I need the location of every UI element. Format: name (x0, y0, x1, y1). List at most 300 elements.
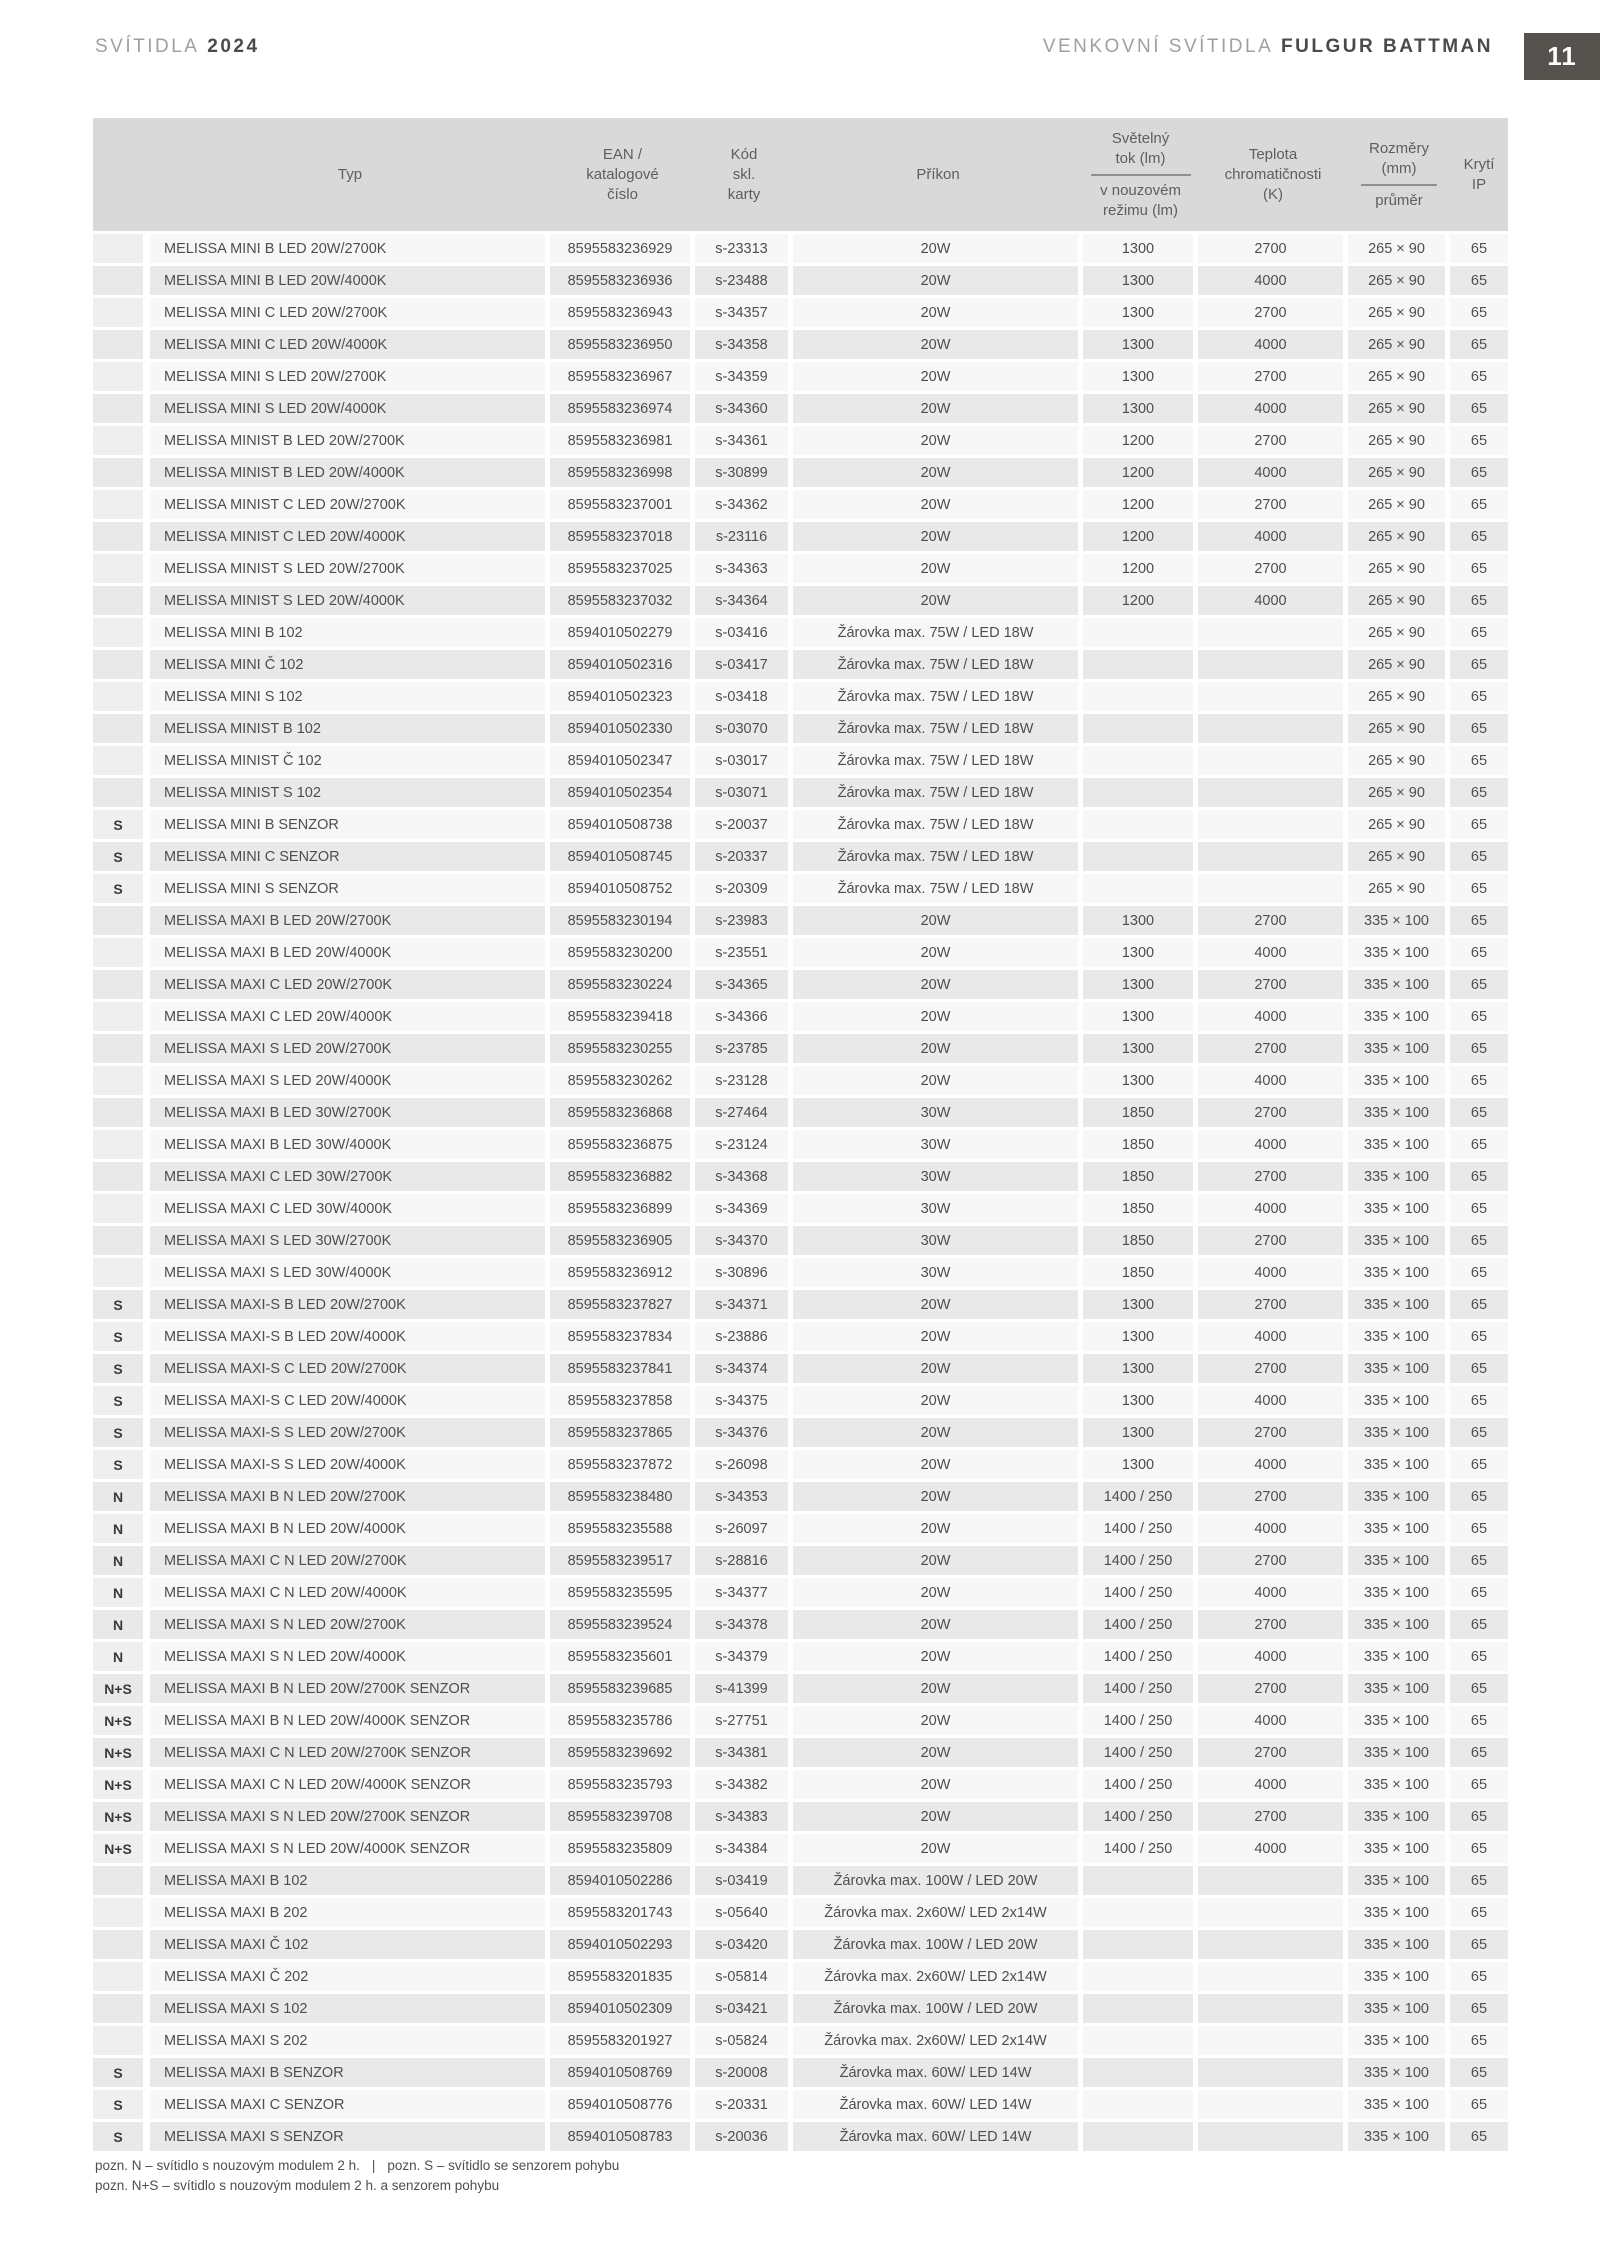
cell-typ: MELISSA MAXI B N LED 20W/2700K (150, 1479, 550, 1511)
cell-kryti: 65 (1450, 1351, 1508, 1383)
cell-kod: s-23886 (695, 1319, 793, 1351)
cell-tok: 1400 / 250 (1083, 1767, 1198, 1799)
cell-typ: MELISSA MAXI S LED 30W/2700K (150, 1223, 550, 1255)
cell-tok: 1400 / 250 (1083, 1607, 1198, 1639)
cell-rozmery: 265 × 90 (1348, 871, 1450, 903)
cell-tok: 1400 / 250 (1083, 1575, 1198, 1607)
cell-ean: 8594010502286 (550, 1863, 695, 1895)
cell-typ: MELISSA MAXI-S C LED 20W/4000K (150, 1383, 550, 1415)
cell-flag (93, 1223, 143, 1255)
cell-spacer (143, 1223, 150, 1255)
table-row (93, 1863, 1508, 1895)
cell-teplota: 4000 (1198, 1127, 1348, 1159)
section-title (1043, 36, 1493, 58)
table-row (93, 327, 1508, 359)
table-row (93, 1511, 1508, 1543)
cell-rozmery: 335 × 100 (1348, 1607, 1450, 1639)
cell-kod: s-34371 (695, 1287, 793, 1319)
cell-spacer (143, 1511, 150, 1543)
cell-prikon: 20W (793, 295, 1083, 327)
cell-kryti: 65 (1450, 295, 1508, 327)
cell-flag (93, 455, 143, 487)
cell-ean: 8595583236950 (550, 327, 695, 359)
cell-prikon: 20W (793, 967, 1083, 999)
cell-flag: S (93, 1415, 143, 1447)
cell-ean: 8594010502316 (550, 647, 695, 679)
cell-flag: S (93, 1351, 143, 1383)
cell-typ: MELISSA MAXI S N LED 20W/4000K SENZOR (150, 1831, 550, 1863)
cell-kryti: 65 (1450, 1447, 1508, 1479)
cell-spacer (143, 935, 150, 967)
cell-kod: s-23313 (695, 231, 793, 263)
cell-typ: MELISSA MAXI S N LED 20W/2700K SENZOR (150, 1799, 550, 1831)
cell-kryti: 65 (1450, 743, 1508, 775)
cell-typ: MELISSA MAXI C LED 20W/4000K (150, 999, 550, 1031)
cell-tok (1083, 807, 1198, 839)
table-row (93, 1671, 1508, 1703)
cell-ean: 8595583236899 (550, 1191, 695, 1223)
table-header (93, 118, 1508, 231)
cell-kod: s-26098 (695, 1447, 793, 1479)
cell-flag: S (93, 1319, 143, 1351)
cell-kryti: 65 (1450, 1799, 1508, 1831)
cell-typ: MELISSA MINIST Č 102 (150, 743, 550, 775)
cell-typ: MELISSA MINIST C LED 20W/4000K (150, 519, 550, 551)
cell-flag (93, 1159, 143, 1191)
cell-kod: s-34374 (695, 1351, 793, 1383)
cell-spacer (143, 1063, 150, 1095)
cell-teplota: 4000 (1198, 1831, 1348, 1863)
cell-ean: 8595583230224 (550, 967, 695, 999)
cell-ean: 8595583235601 (550, 1639, 695, 1671)
cell-tok: 1200 (1083, 487, 1198, 519)
cell-kryti: 65 (1450, 775, 1508, 807)
cell-rozmery: 335 × 100 (1348, 1031, 1450, 1063)
cell-prikon: 20W (793, 423, 1083, 455)
cell-ean: 8595583239524 (550, 1607, 695, 1639)
cell-spacer (143, 1831, 150, 1863)
table-row (93, 551, 1508, 583)
cell-kryti: 65 (1450, 1415, 1508, 1447)
cell-kod: s-27751 (695, 1703, 793, 1735)
cell-typ: MELISSA MAXI C LED 30W/2700K (150, 1159, 550, 1191)
page-number-badge (1524, 33, 1600, 80)
cell-spacer (143, 999, 150, 1031)
cell-prikon: Žárovka max. 100W / LED 20W (793, 1927, 1083, 1959)
cell-tok: 1300 (1083, 1383, 1198, 1415)
cell-prikon: 20W (793, 935, 1083, 967)
cell-ean: 8594010502309 (550, 1991, 695, 2023)
cell-typ: MELISSA MAXI C LED 20W/2700K (150, 967, 550, 999)
cell-teplota: 4000 (1198, 1639, 1348, 1671)
cell-kod: s-05814 (695, 1959, 793, 1991)
cell-typ: MELISSA MINI C LED 20W/4000K (150, 327, 550, 359)
table-row (93, 1543, 1508, 1575)
cell-kod: s-03420 (695, 1927, 793, 1959)
cell-kod: s-34365 (695, 967, 793, 999)
cell-prikon: Žárovka max. 75W / LED 18W (793, 807, 1083, 839)
table-row (93, 1959, 1508, 1991)
cell-typ: MELISSA MAXI S SENZOR (150, 2119, 550, 2151)
cell-kod: s-28816 (695, 1543, 793, 1575)
cell-tok (1083, 647, 1198, 679)
cell-flag (93, 327, 143, 359)
cell-rozmery: 335 × 100 (1348, 1543, 1450, 1575)
cell-kryti: 65 (1450, 1287, 1508, 1319)
cell-typ: MELISSA MAXI B 102 (150, 1863, 550, 1895)
cell-ean: 8595583236943 (550, 295, 695, 327)
cell-spacer (143, 1447, 150, 1479)
cell-kod: s-30896 (695, 1255, 793, 1287)
cell-kryti: 65 (1450, 359, 1508, 391)
cell-teplota: 2700 (1198, 1479, 1348, 1511)
cell-ean: 8595583235809 (550, 1831, 695, 1863)
cell-teplota: 2700 (1198, 231, 1348, 263)
cell-kryti: 65 (1450, 1863, 1508, 1895)
cell-ean: 8595583237841 (550, 1351, 695, 1383)
cell-kryti: 65 (1450, 967, 1508, 999)
cell-spacer (143, 1127, 150, 1159)
cell-kryti: 65 (1450, 1543, 1508, 1575)
cell-rozmery: 265 × 90 (1348, 743, 1450, 775)
cell-teplota: 4000 (1198, 391, 1348, 423)
cell-rozmery: 335 × 100 (1348, 1479, 1450, 1511)
cell-spacer (143, 455, 150, 487)
cell-kryti: 65 (1450, 2055, 1508, 2087)
cell-spacer (143, 903, 150, 935)
cell-kod: s-20337 (695, 839, 793, 871)
cell-ean: 8595583236974 (550, 391, 695, 423)
cell-kod: s-23124 (695, 1127, 793, 1159)
cell-spacer (143, 231, 150, 263)
cell-ean: 8595583237032 (550, 583, 695, 615)
cell-typ: MELISSA MAXI S N LED 20W/4000K (150, 1639, 550, 1671)
cell-teplota (1198, 1863, 1348, 1895)
cell-kryti: 65 (1450, 391, 1508, 423)
cell-flag (93, 967, 143, 999)
cell-kryti: 65 (1450, 1927, 1508, 1959)
cell-kod: s-03416 (695, 615, 793, 647)
cell-flag (93, 679, 143, 711)
cell-rozmery: 265 × 90 (1348, 807, 1450, 839)
cell-teplota (1198, 839, 1348, 871)
cell-ean: 8595583237858 (550, 1383, 695, 1415)
cell-kod: s-23128 (695, 1063, 793, 1095)
table-row (93, 487, 1508, 519)
cell-flag: N (93, 1479, 143, 1511)
cell-flag (93, 647, 143, 679)
cell-prikon: Žárovka max. 2x60W/ LED 2x14W (793, 1959, 1083, 1991)
page-number: 11 (1547, 41, 1577, 71)
cell-teplota: 2700 (1198, 1287, 1348, 1319)
cell-kod: s-34361 (695, 423, 793, 455)
cell-rozmery: 265 × 90 (1348, 583, 1450, 615)
cell-teplota: 4000 (1198, 1063, 1348, 1095)
cell-teplota: 2700 (1198, 1415, 1348, 1447)
cell-tok (1083, 743, 1198, 775)
cell-rozmery: 335 × 100 (1348, 1159, 1450, 1191)
cell-kod: s-20037 (695, 807, 793, 839)
cell-prikon: 20W (793, 1351, 1083, 1383)
cell-prikon: 20W (793, 1607, 1083, 1639)
cell-rozmery: 335 × 100 (1348, 2055, 1450, 2087)
cell-prikon: 20W (793, 1287, 1083, 1319)
cell-flag: S (93, 871, 143, 903)
cell-prikon: 20W (793, 487, 1083, 519)
cell-rozmery: 335 × 100 (1348, 1831, 1450, 1863)
cell-kryti: 65 (1450, 583, 1508, 615)
table-row (93, 903, 1508, 935)
table-row (93, 1127, 1508, 1159)
cell-kod: s-03421 (695, 1991, 793, 2023)
cell-rozmery: 335 × 100 (1348, 1863, 1450, 1895)
table-row (93, 583, 1508, 615)
table-row (93, 231, 1508, 263)
table-row (93, 1319, 1508, 1351)
cell-kryti: 65 (1450, 1703, 1508, 1735)
cell-tok: 1300 (1083, 263, 1198, 295)
cell-ean: 8594010508776 (550, 2087, 695, 2119)
cell-ean: 8594010502347 (550, 743, 695, 775)
cell-teplota: 4000 (1198, 455, 1348, 487)
table-row (93, 1383, 1508, 1415)
cell-teplota: 2700 (1198, 1671, 1348, 1703)
cell-typ: MELISSA MAXI C N LED 20W/4000K (150, 1575, 550, 1607)
cell-flag (93, 423, 143, 455)
cell-prikon: 20W (793, 583, 1083, 615)
table-row (93, 2055, 1508, 2087)
cell-kod: s-34383 (695, 1799, 793, 1831)
cell-flag (93, 775, 143, 807)
cell-kod: s-23551 (695, 935, 793, 967)
cell-kod: s-30899 (695, 455, 793, 487)
cell-tok: 1300 (1083, 903, 1198, 935)
cell-rozmery: 335 × 100 (1348, 1191, 1450, 1223)
table-row (93, 1031, 1508, 1063)
cell-rozmery: 335 × 100 (1348, 1671, 1450, 1703)
cell-rozmery: 265 × 90 (1348, 839, 1450, 871)
cell-rozmery: 335 × 100 (1348, 2119, 1450, 2151)
cell-rozmery: 265 × 90 (1348, 423, 1450, 455)
cell-typ: MELISSA MINI C SENZOR (150, 839, 550, 871)
cell-flag (93, 903, 143, 935)
cell-teplota: 4000 (1198, 327, 1348, 359)
cell-kryti: 65 (1450, 1383, 1508, 1415)
cell-kod: s-27464 (695, 1095, 793, 1127)
cell-rozmery: 335 × 100 (1348, 1575, 1450, 1607)
cell-flag: S (93, 1287, 143, 1319)
cell-prikon: Žárovka max. 100W / LED 20W (793, 1863, 1083, 1895)
table-row (93, 999, 1508, 1031)
cell-typ: MELISSA MINI B SENZOR (150, 807, 550, 839)
cell-flag: N+S (93, 1831, 143, 1863)
cell-tok: 1300 (1083, 935, 1198, 967)
cell-spacer (143, 1095, 150, 1127)
cell-prikon: 20W (793, 1319, 1083, 1351)
cell-tok: 1300 (1083, 1287, 1198, 1319)
cell-typ: MELISSA MINIST S LED 20W/2700K (150, 551, 550, 583)
cell-flag: N (93, 1511, 143, 1543)
cell-flag: S (93, 2055, 143, 2087)
cell-flag (93, 999, 143, 1031)
cell-typ: MELISSA MAXI B SENZOR (150, 2055, 550, 2087)
table-row (93, 1799, 1508, 1831)
cell-tok (1083, 615, 1198, 647)
cell-rozmery: 335 × 100 (1348, 1767, 1450, 1799)
cell-tok: 1300 (1083, 231, 1198, 263)
cell-teplota: 2700 (1198, 1735, 1348, 1767)
cell-teplota (1198, 711, 1348, 743)
cell-prikon: Žárovka max. 75W / LED 18W (793, 871, 1083, 903)
cell-kryti: 65 (1450, 871, 1508, 903)
cell-teplota (1198, 2087, 1348, 2119)
cell-rozmery: 265 × 90 (1348, 231, 1450, 263)
cell-typ: MELISSA MINI S 102 (150, 679, 550, 711)
table-row (93, 615, 1508, 647)
catalog-title (95, 36, 260, 58)
cell-ean: 8595583238480 (550, 1479, 695, 1511)
cell-spacer (143, 1991, 150, 2023)
cell-tok (1083, 2087, 1198, 2119)
table-row (93, 839, 1508, 871)
cell-spacer (143, 679, 150, 711)
cell-rozmery: 335 × 100 (1348, 2023, 1450, 2055)
cell-spacer (143, 1799, 150, 1831)
cell-prikon: 20W (793, 1575, 1083, 1607)
cell-typ: MELISSA MINI Č 102 (150, 647, 550, 679)
cell-prikon: Žárovka max. 75W / LED 18W (793, 647, 1083, 679)
cell-rozmery: 335 × 100 (1348, 1223, 1450, 1255)
cell-rozmery: 335 × 100 (1348, 1255, 1450, 1287)
cell-ean: 8594010508745 (550, 839, 695, 871)
cell-kryti: 65 (1450, 1831, 1508, 1863)
cell-tok (1083, 871, 1198, 903)
cell-kryti: 65 (1450, 1255, 1508, 1287)
cell-rozmery: 335 × 100 (1348, 1735, 1450, 1767)
cell-tok: 1200 (1083, 519, 1198, 551)
cell-tok (1083, 1991, 1198, 2023)
cell-rozmery: 265 × 90 (1348, 551, 1450, 583)
cell-flag: S (93, 2087, 143, 2119)
cell-rozmery: 335 × 100 (1348, 1095, 1450, 1127)
table-row (93, 1607, 1508, 1639)
cell-spacer (143, 359, 150, 391)
cell-flag (93, 1127, 143, 1159)
cell-prikon: 20W (793, 1383, 1083, 1415)
cell-prikon: Žárovka max. 75W / LED 18W (793, 775, 1083, 807)
cell-kryti: 65 (1450, 1095, 1508, 1127)
cell-ean: 8594010508769 (550, 2055, 695, 2087)
cell-kod: s-34377 (695, 1575, 793, 1607)
cell-kryti: 65 (1450, 679, 1508, 711)
cell-tok: 1300 (1083, 1319, 1198, 1351)
cell-kryti: 65 (1450, 519, 1508, 551)
table-row (93, 1255, 1508, 1287)
cell-typ: MELISSA MAXI Č 102 (150, 1927, 550, 1959)
cell-typ: MELISSA MINI B LED 20W/4000K (150, 263, 550, 295)
cell-teplota: 4000 (1198, 1319, 1348, 1351)
table-row (93, 871, 1508, 903)
cell-kryti: 65 (1450, 1767, 1508, 1799)
cell-flag (93, 2023, 143, 2055)
cell-prikon: 30W (793, 1159, 1083, 1191)
cell-prikon: 20W (793, 231, 1083, 263)
cell-flag (93, 1991, 143, 2023)
cell-tok (1083, 2023, 1198, 2055)
cell-flag (93, 743, 143, 775)
cell-rozmery: 265 × 90 (1348, 615, 1450, 647)
cell-ean: 8595583235793 (550, 1767, 695, 1799)
table-row (93, 967, 1508, 999)
cell-rozmery: 265 × 90 (1348, 679, 1450, 711)
cell-flag: N (93, 1575, 143, 1607)
cell-tok (1083, 1895, 1198, 1927)
cell-flag (93, 1095, 143, 1127)
cell-kod: s-34360 (695, 391, 793, 423)
cell-rozmery: 265 × 90 (1348, 391, 1450, 423)
cell-spacer (143, 1319, 150, 1351)
cell-rozmery: 335 × 100 (1348, 1895, 1450, 1927)
cell-typ: MELISSA MINI S LED 20W/4000K (150, 391, 550, 423)
cell-ean: 8595583236929 (550, 231, 695, 263)
cell-ean: 8595583236981 (550, 423, 695, 455)
cell-tok (1083, 679, 1198, 711)
table-row (93, 647, 1508, 679)
cell-tok: 1300 (1083, 1031, 1198, 1063)
cell-kod: s-34364 (695, 583, 793, 615)
cell-prikon: 20W (793, 999, 1083, 1031)
cell-rozmery: 335 × 100 (1348, 1383, 1450, 1415)
cell-ean: 8594010508752 (550, 871, 695, 903)
cell-tok: 1300 (1083, 999, 1198, 1031)
cell-flag: S (93, 807, 143, 839)
cell-typ: MELISSA MAXI B N LED 20W/2700K SENZOR (150, 1671, 550, 1703)
cell-rozmery: 265 × 90 (1348, 775, 1450, 807)
cell-spacer (143, 743, 150, 775)
cell-typ: MELISSA MAXI-S S LED 20W/2700K (150, 1415, 550, 1447)
cell-kryti: 65 (1450, 1607, 1508, 1639)
table-row (93, 2087, 1508, 2119)
cell-ean: 8595583237872 (550, 1447, 695, 1479)
cell-kryti: 65 (1450, 231, 1508, 263)
cell-rozmery: 335 × 100 (1348, 2087, 1450, 2119)
cell-ean: 8595583239708 (550, 1799, 695, 1831)
cell-rozmery: 265 × 90 (1348, 263, 1450, 295)
cell-teplota (1198, 775, 1348, 807)
cell-rozmery: 335 × 100 (1348, 1063, 1450, 1095)
cell-prikon: 30W (793, 1191, 1083, 1223)
cell-spacer (143, 327, 150, 359)
cell-tok: 1300 (1083, 391, 1198, 423)
cell-kryti: 65 (1450, 2087, 1508, 2119)
cell-spacer (143, 1959, 150, 1991)
cell-typ: MELISSA MAXI C LED 30W/4000K (150, 1191, 550, 1223)
column-header-flag (93, 118, 143, 231)
cell-prikon: 20W (793, 519, 1083, 551)
cell-prikon: 20W (793, 1479, 1083, 1511)
cell-typ: MELISSA MAXI-S C LED 20W/2700K (150, 1351, 550, 1383)
table-row (93, 519, 1508, 551)
table-row (93, 295, 1508, 327)
footnote-n: pozn. N – svítidlo s nouzovým modulem 2 h. (95, 2158, 360, 2173)
cell-kod: s-03419 (695, 1863, 793, 1895)
cell-ean: 8594010502330 (550, 711, 695, 743)
cell-teplota: 4000 (1198, 1255, 1348, 1287)
cell-prikon: 20W (793, 1415, 1083, 1447)
table-row (93, 1735, 1508, 1767)
cell-teplota: 2700 (1198, 423, 1348, 455)
column-header-typ: Typ (150, 118, 550, 231)
